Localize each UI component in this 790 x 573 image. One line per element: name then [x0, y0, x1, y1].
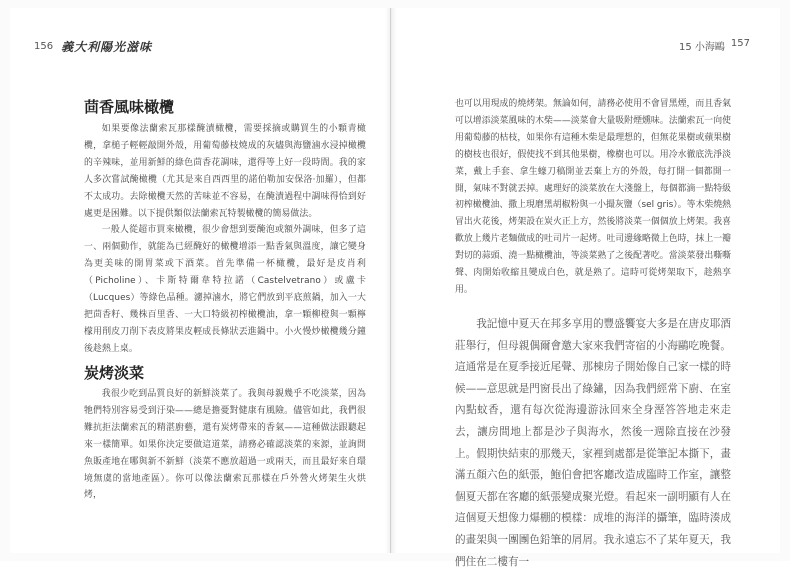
paragraph: 也可以用現成的燒烤架。無論如何，請務必使用不會冒黑煙，而且香氣可以增添淡菜風味的木柴——淡菜會大量吸附煙燻味。法蘭索瓦一向使用葡萄藤的枯枝，如果你有這種木柴是最理想的，但無花果樹或蘋果樹的樹枝也很好，假使找不到其他果樹，橡樹也可以。用冷水徹底洗淨淡菜，戴上手套、拿生蠔刀稿開並丟棄上方的外殼，每打開一個都開一開，氣味不對就丟掉。處理好的淡菜放在大淺盤上，每個都滴一點特級初榨橄欖油、撒上現磨黑胡椒粉與一小撮灰鹽（sel gris）。等木柴燒熱冒出火花後，烤架設在炭火正上方，然後將淡菜一個個放上烤架。我喜歡放上幾片老麵做成的吐司片一起烤。吐司邊緣略微上色時，抹上一瓣對切的蒜頭、澆一點橄欖油，等淡菜熟了之後配著吃。當淡菜發出嘶嘶聲、肉開始收縮且變成白色，就是熟了。這時可從烤架取下，趁熱享用。 — [455, 99, 731, 295]
section-body-fennel-olives — [84, 121, 366, 358]
section-body-grilled-mussels — [84, 386, 366, 504]
running-title: 義大利陽光滋味 — [61, 40, 153, 54]
recipe-continuation — [455, 96, 731, 299]
right-page-number: 157 — [730, 38, 750, 49]
left-page-header — [34, 38, 152, 55]
left-page-number: 156 — [34, 41, 54, 52]
right-page-header — [679, 38, 750, 53]
section-title-grilled-mussels: 炭烤淡菜 — [84, 364, 145, 382]
chapter-label: 15 小海鷗 — [679, 42, 725, 53]
paragraph: 如果要像法蘭索瓦那樣醃漬橄欖，需要採摘或購買生的小顆青橄欖，拿槌子輕輕敲開外殼，用葡萄藤枝燒成的灰燼與海鹽滷水浸掉橄欖的辛辣味，並用新鮮的綠色茴香花調味，還得等上好一段時間。我的家人多次嘗試醃橄欖（尤其是來自西西里的諾伯勒加安保洛‧加羅），但都不太成功。去除橄欖天然的苦味並不容易，在醃漬過程中調味得恰到好處更是困難。以下提供類似法蘭索瓦特製橄欖的簡易做法。 — [84, 124, 366, 219]
memoir-text — [455, 314, 731, 573]
section-title-fennel-olives: 茴香風味橄欖 — [84, 98, 175, 116]
paragraph: 我記憶中夏天在邦多享用的豐盛饗宴大多是在唐皮耶酒莊舉行，但母親偶爾會邀大家來我們寄宿的小海鷗吃晚餐。這通常是在夏季接近尾聲、那棟房子開始像自己家一樣的時候——意思就是門窗長出了綠鏽，因為我們經常下廚、在室內點蚊香，還有每次從海邊游泳回來全身溼答答地走來走去，讓房間地上都是沙子與海水，然後一週除直接在沙發上。假期快結束的那幾天，家裡到處都是從筆記本撕下，畫滿五顏六色的紙張，鮑伯會把客廳改造成臨時工作室，讓整個夏天都在客廳的紙張變成聚光燈。看起來一副明顯有人在這個夏天想像力爆棚的模樣：成堆的海洋的攝筆，臨時湊成的畫架與一團團色鉛筆的屑屑。我永遠忘不了某年夏天，我們住在二樓有一 — [455, 318, 731, 568]
paragraph: 一般人從超市買來橄欖，很少會想到要醃泡或額外調味，但多了這一、兩個動作，就能為已經醃好的橄欖增添一點香氣與溫度，讓它變身為更美味的開胃菜或下酒菜。首先準備一杯橄欖，最好是皮肖利（Picholine）、卡斯特爾韋特拉諾（Castelvetrano）或盧卡（Lucques）等綠色品種。濾掉滷水，將它們放到平底煎鍋，加入一大把茴香籽、幾株百里香、一大口特級初榨橄欖油，拿一顆柳橙與一顆檸檬用削皮刀削下表皮將果皮輕成長條狀丟進鍋中。小火慢炒橄欖幾分鐘後趁熱上桌。 — [84, 225, 366, 354]
gutter-shadow — [385, 8, 397, 553]
paragraph: 我很少吃到品質良好的新鮮淡菜了。我與母親幾乎不吃淡菜，因為牠們特別容易受到汙染——總是擔憂對健康有風險。儘管如此，我們很難抗拒法蘭索瓦的精湛廚藝，還有炭烤帶來的香氣——這種做法跟聽起來一樣簡單。如果你決定要做這道菜，請務必確認淡菜的來源，並詢問魚販產地在哪與新不新鮮（淡菜不應放超過一或兩天，而且最好來自環境無虞的當地產區）。你可以像法蘭索瓦那樣在戶外營火烤架生火烘烤， — [84, 389, 366, 501]
